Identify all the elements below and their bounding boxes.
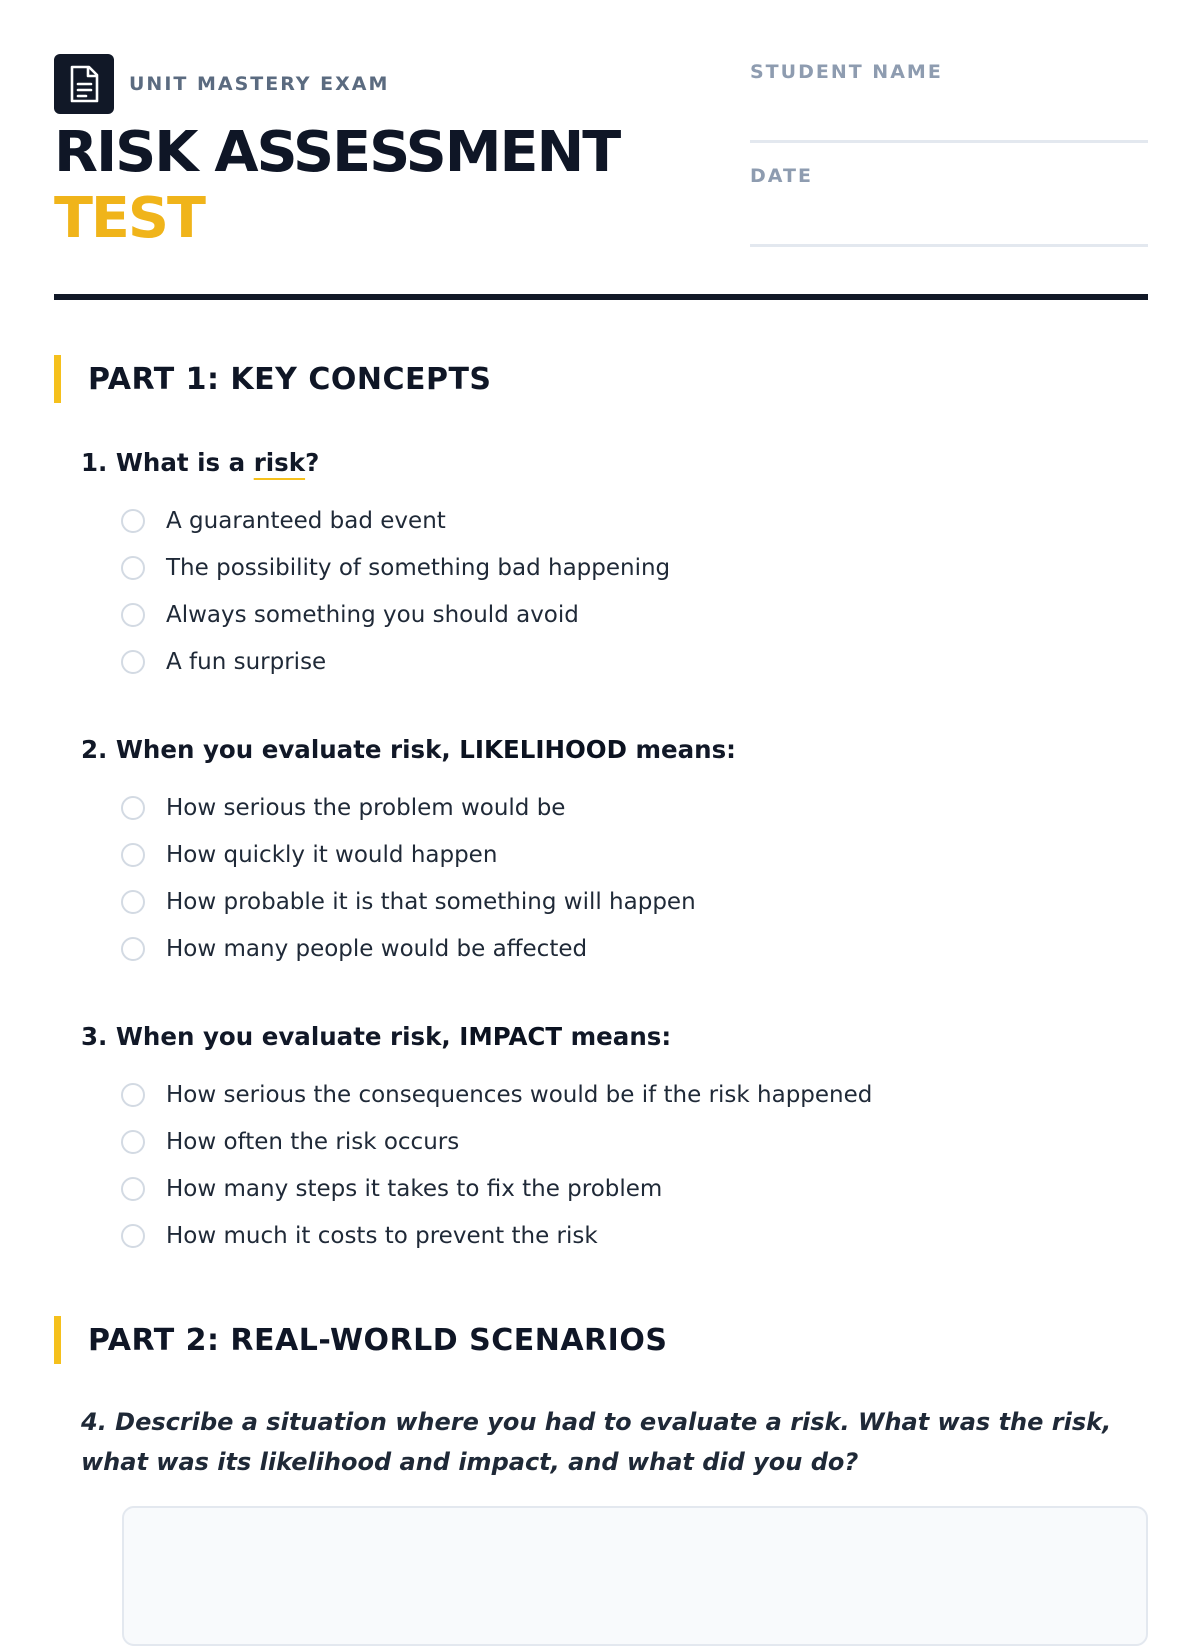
question-1-keyword: risk: [253, 448, 306, 477]
answer-option-label: How serious the consequences would be if the risk happened: [166, 1081, 873, 1108]
student-name-label: STUDENT NAME: [750, 61, 943, 83]
question-3-suffix: means:: [562, 1022, 672, 1051]
question-1: [81, 443, 1121, 685]
question-3-prefix: 3. When you evaluate risk,: [81, 1022, 460, 1051]
exam-title: [54, 120, 619, 252]
part2-title: PART 2: REAL-WORLD SCENARIOS: [88, 1322, 668, 1358]
question-2-text: [81, 730, 1121, 770]
answer-option-label: How much it costs to prevent the risk: [166, 1222, 598, 1249]
answer-option-label: The possibility of something bad happening: [166, 554, 671, 581]
radio-button[interactable]: [121, 1130, 145, 1154]
question-3-options: [81, 1071, 1121, 1259]
date-field[interactable]: [750, 162, 1148, 247]
radio-button[interactable]: [121, 1083, 145, 1107]
question-1-suffix: ?: [305, 448, 320, 477]
exam-page: [54, 0, 1146, 1476]
question-2-options: [81, 784, 1121, 972]
answer-option-label: A guaranteed bad event: [166, 507, 446, 534]
answer-option[interactable]: [121, 784, 1121, 831]
question-2-keyword: LIKELIHOOD: [459, 735, 627, 764]
radio-button[interactable]: [121, 937, 145, 961]
document-icon: [54, 54, 114, 114]
student-name-field[interactable]: [750, 58, 1148, 143]
answer-option[interactable]: [121, 878, 1121, 925]
answer-option-label: How probable it is that something will happen: [166, 888, 696, 915]
part2-heading: [54, 1316, 667, 1364]
answer-option[interactable]: [121, 1118, 1121, 1165]
question-4-text: 4. Describe a situation where you had to evaluate a risk. What was the risk, what was its likelihood and impact, and what did you do?: [81, 1408, 1112, 1476]
radio-button[interactable]: [121, 556, 145, 580]
answer-option-label: How many people would be affected: [166, 935, 588, 962]
title-line-1: RISK ASSESSMENT: [54, 120, 620, 185]
radio-button[interactable]: [121, 603, 145, 627]
answer-option-label: A fun surprise: [166, 648, 327, 675]
answer-option[interactable]: [121, 638, 1121, 685]
question-3-keyword: IMPACT: [459, 1022, 563, 1051]
question-2-suffix: means:: [626, 735, 736, 764]
question-1-options: [81, 497, 1121, 685]
radio-button[interactable]: [121, 796, 145, 820]
question-2: [81, 730, 1121, 972]
answer-option-label: How many steps it takes to fix the problem: [166, 1175, 663, 1202]
radio-button[interactable]: [121, 1177, 145, 1201]
answer-option[interactable]: [121, 497, 1121, 544]
part1-heading: [54, 355, 492, 403]
answer-option[interactable]: [121, 1212, 1121, 1259]
answer-option[interactable]: [121, 1071, 1121, 1118]
radio-button[interactable]: [121, 890, 145, 914]
date-label: DATE: [750, 165, 813, 187]
radio-button[interactable]: [121, 650, 145, 674]
answer-option[interactable]: [121, 1165, 1121, 1212]
answer-option-label: How often the risk occurs: [166, 1128, 460, 1155]
question-1-prefix: 1. What is a: [81, 448, 254, 477]
exam-header: [54, 0, 1146, 300]
header-divider: [54, 294, 1148, 300]
title-line-2: TEST: [54, 186, 204, 251]
question-2-prefix: 2. When you evaluate risk,: [81, 735, 460, 764]
answer-option[interactable]: [121, 591, 1121, 638]
question-3: [81, 1017, 1121, 1259]
part1-title: PART 1: KEY CONCEPTS: [88, 361, 492, 397]
answer-option[interactable]: [121, 544, 1121, 591]
brand-row: [54, 54, 389, 114]
answer-option-label: How quickly it would happen: [166, 841, 498, 868]
answer-option[interactable]: [121, 925, 1121, 972]
exam-eyebrow: UNIT MASTERY EXAM: [129, 73, 390, 95]
student-fields: [750, 58, 1148, 266]
section-accent-bar: [54, 1316, 61, 1364]
answer-textarea[interactable]: [122, 1506, 1148, 1646]
section-accent-bar: [54, 355, 61, 403]
answer-option-label: Always something you should avoid: [166, 601, 579, 628]
radio-button[interactable]: [121, 843, 145, 867]
answer-option-label: How serious the problem would be: [166, 794, 566, 821]
radio-button[interactable]: [121, 509, 145, 533]
question-1-text: [81, 443, 1121, 483]
answer-option[interactable]: [121, 831, 1121, 878]
question-4: [81, 1402, 1121, 1482]
question-3-text: [81, 1017, 1121, 1057]
radio-button[interactable]: [121, 1224, 145, 1248]
